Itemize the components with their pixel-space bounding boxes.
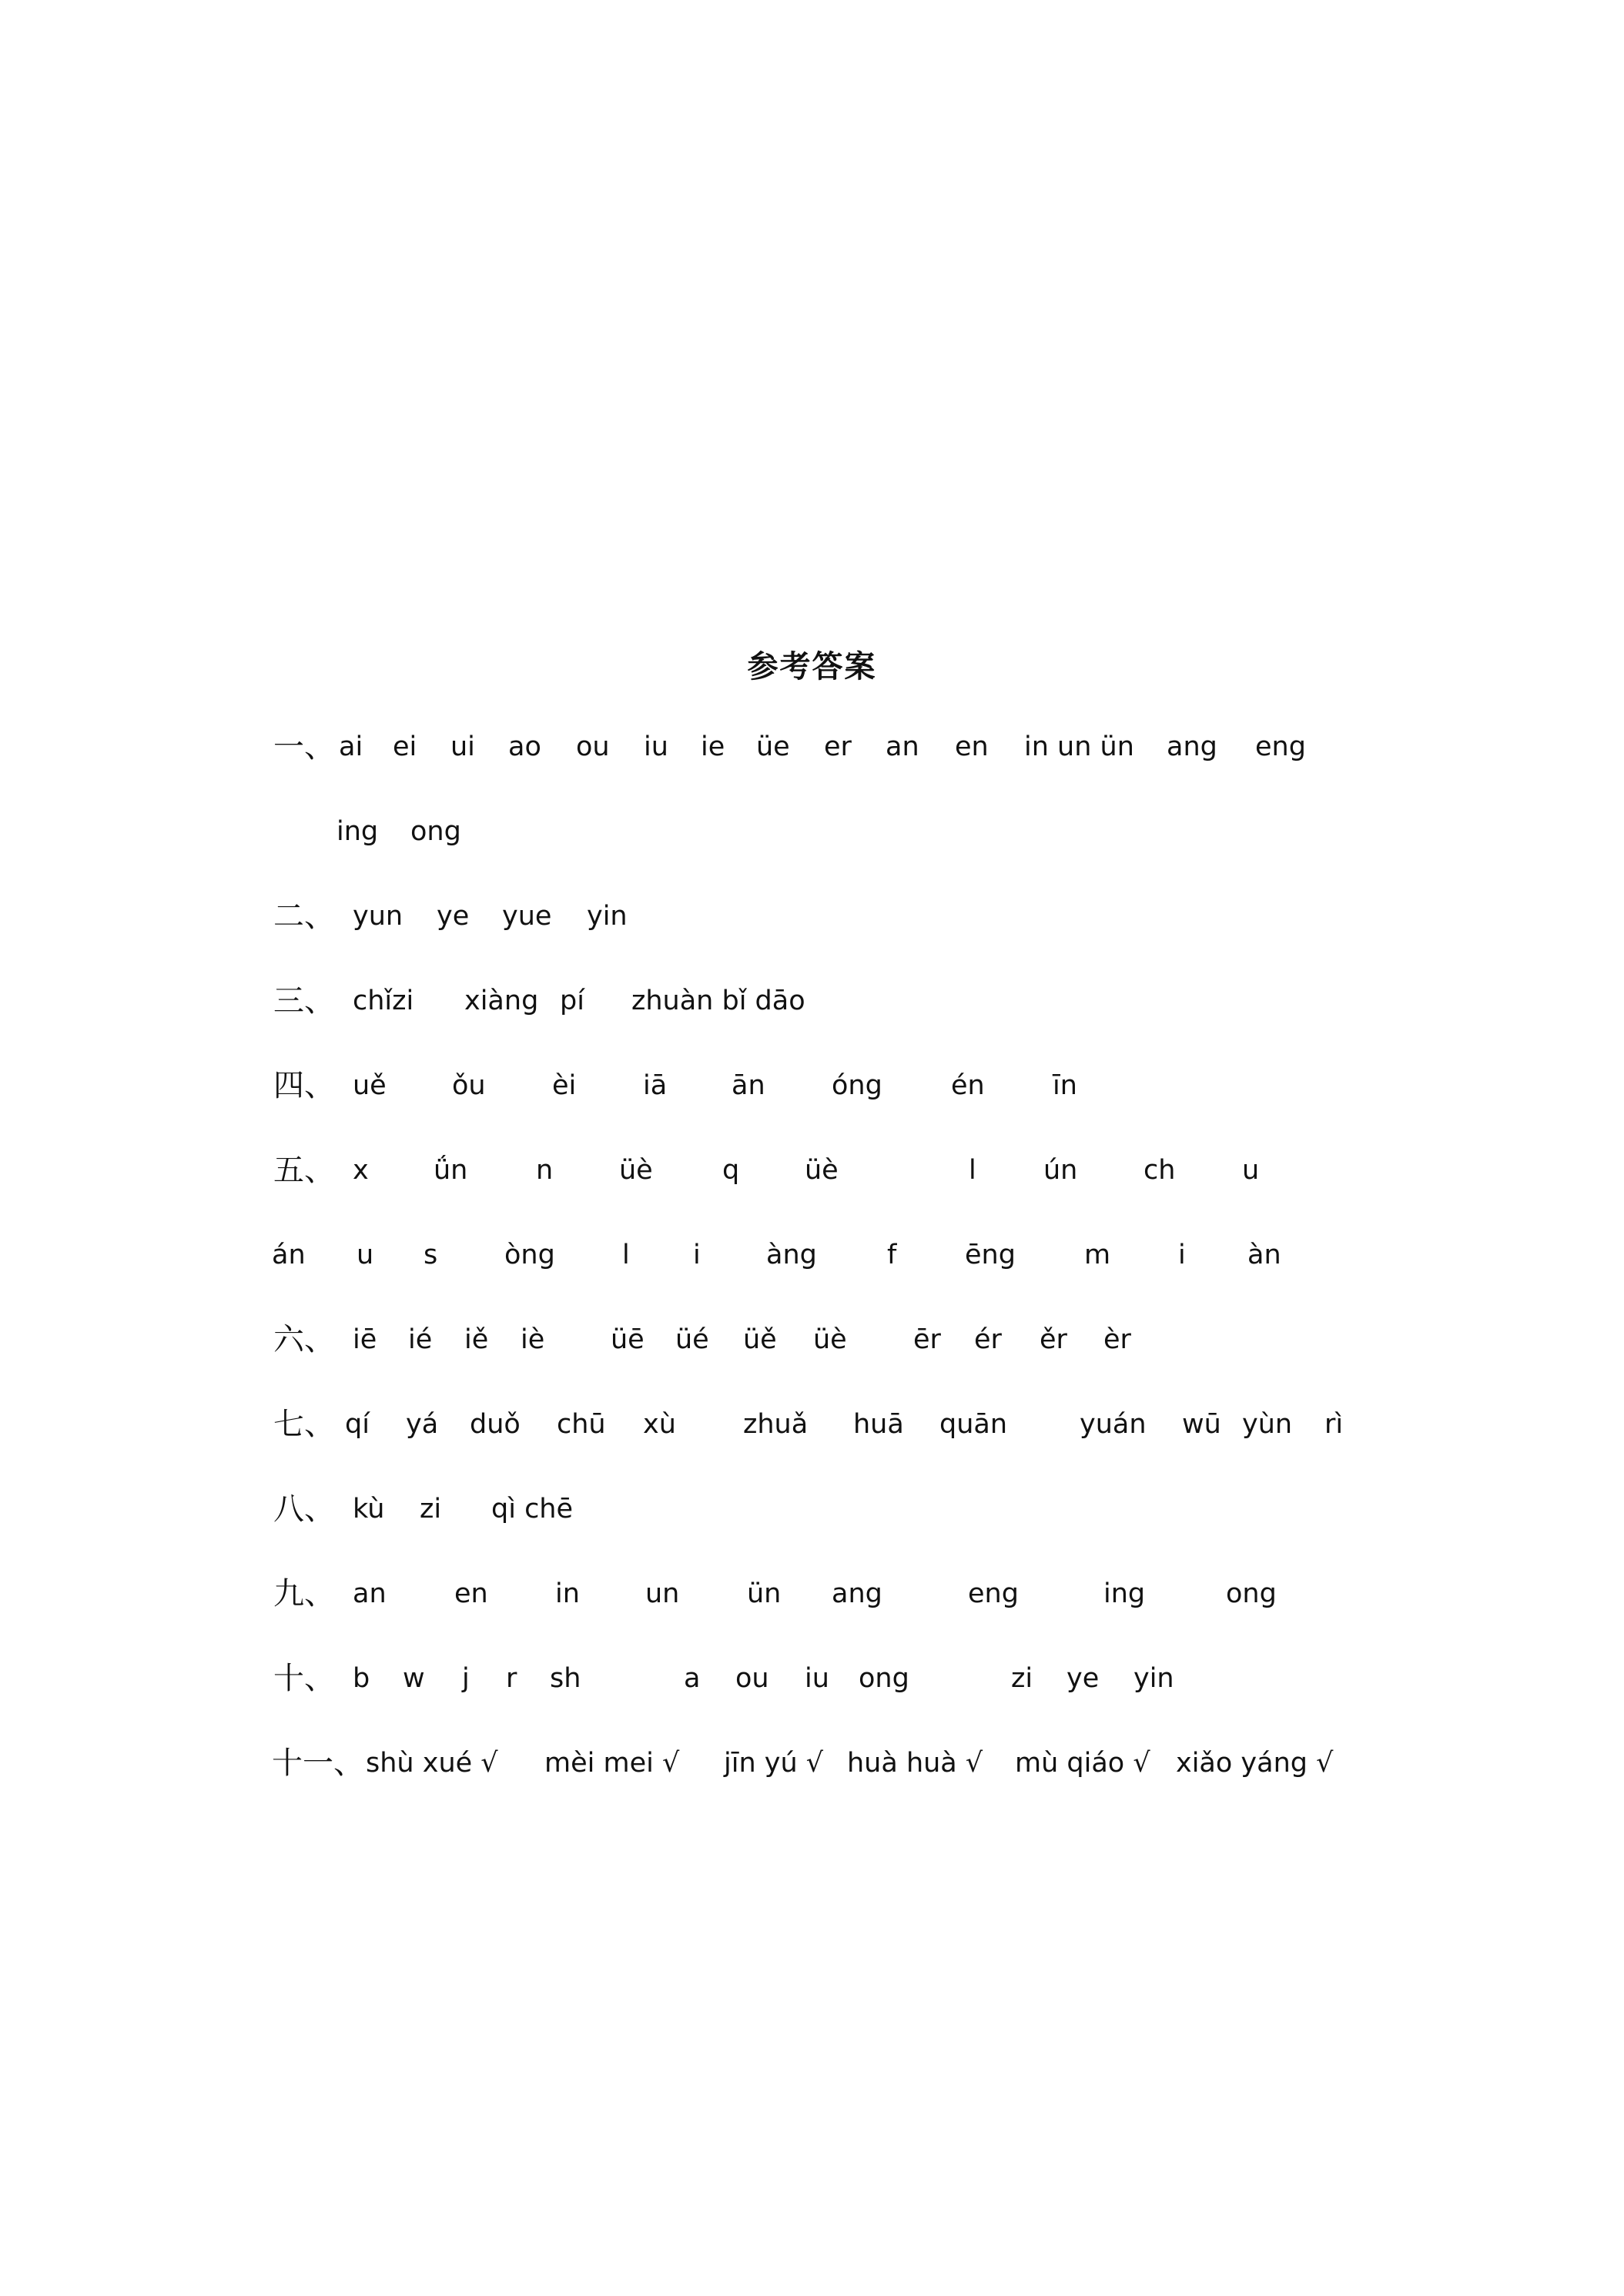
answer-token: jīn yú √ xyxy=(724,1748,824,1779)
answer-token: óng xyxy=(832,1070,882,1101)
answer-line-q6 xyxy=(0,1317,1624,1363)
answer-token: yùn xyxy=(1242,1409,1293,1440)
answer-token: án xyxy=(272,1240,306,1270)
answer-token: yue xyxy=(502,901,552,932)
answer-token: òng xyxy=(504,1240,555,1270)
answer-token: duǒ xyxy=(470,1409,521,1440)
answer-token: ao xyxy=(508,731,541,762)
answer-line-q8 xyxy=(0,1486,1624,1532)
answer-token: üè xyxy=(805,1155,839,1186)
answer-token: ǒu xyxy=(452,1070,486,1101)
question-number: 二、 xyxy=(273,899,335,934)
answer-token: j xyxy=(462,1663,470,1694)
answer-line-q4 xyxy=(0,1063,1624,1109)
answer-token: üě xyxy=(743,1324,777,1355)
answer-token: xù xyxy=(643,1409,676,1440)
question-number: 一、 xyxy=(273,729,335,765)
answer-token: n xyxy=(536,1155,554,1186)
answer-token: yun xyxy=(353,901,403,932)
answer-token: chǐzi xyxy=(353,986,414,1016)
answer-token: àng xyxy=(766,1240,817,1270)
answer-token: ye xyxy=(1066,1663,1100,1694)
answer-token: èi xyxy=(552,1070,577,1101)
answer-token: ch xyxy=(1143,1155,1176,1186)
answer-token: chū xyxy=(557,1409,606,1440)
answer-token: xiàng xyxy=(464,986,539,1016)
answer-token: ing xyxy=(1103,1578,1146,1609)
answer-token: ei xyxy=(393,731,417,762)
answer-token: zhuàn bǐ dāo xyxy=(631,986,805,1016)
answer-token: ér xyxy=(974,1324,1002,1355)
answer-token: ēr xyxy=(913,1324,941,1355)
answer-token: üē xyxy=(611,1324,645,1355)
question-number: 五、 xyxy=(273,1153,335,1188)
answer-token: er xyxy=(824,731,852,762)
question-number: 十一、 xyxy=(272,1745,364,1781)
answer-token: shù xué √ xyxy=(366,1748,498,1779)
answer-token: yá xyxy=(406,1409,439,1440)
question-number: 六、 xyxy=(273,1322,335,1357)
answer-token: pí xyxy=(560,986,584,1016)
answer-token: eng xyxy=(1255,731,1306,762)
answer-line-q10 xyxy=(0,1655,1624,1702)
answer-token: ui xyxy=(450,731,475,762)
answer-token: uě xyxy=(353,1070,387,1101)
question-number: 八、 xyxy=(273,1491,335,1527)
answer-token: zi xyxy=(420,1494,442,1525)
answer-token: ang xyxy=(832,1578,882,1609)
answer-token: īn xyxy=(1053,1070,1077,1101)
answer-token: ēng xyxy=(965,1240,1016,1270)
answer-token: ong xyxy=(410,816,461,847)
answer-token: i xyxy=(693,1240,701,1270)
answer-token: ou xyxy=(576,731,610,762)
answer-token: yin xyxy=(587,901,628,932)
answer-token: ing xyxy=(337,816,379,847)
answer-token: x xyxy=(353,1155,369,1186)
answer-token: f xyxy=(887,1240,897,1270)
answer-token: in un ün xyxy=(1024,731,1134,762)
answer-token: un xyxy=(645,1578,680,1609)
answer-token: üe xyxy=(756,731,790,762)
answer-token: s xyxy=(424,1240,438,1270)
answer-token: b xyxy=(353,1663,370,1694)
question-number: 九、 xyxy=(273,1576,335,1612)
answer-token: yin xyxy=(1133,1663,1174,1694)
answer-token: w xyxy=(403,1663,425,1694)
answer-line-q5-cont xyxy=(0,1232,1624,1278)
answer-token: zhuǎ xyxy=(743,1409,809,1440)
answer-token: a xyxy=(684,1663,701,1694)
answer-token: eng xyxy=(968,1578,1019,1609)
answer-token: q xyxy=(722,1155,740,1186)
answer-token: an xyxy=(886,731,919,762)
page-title: 参考答案 xyxy=(747,649,877,684)
answer-token: ie xyxy=(701,731,725,762)
answer-token: ān xyxy=(732,1070,765,1101)
answer-token: mèi mei √ xyxy=(544,1748,680,1779)
answer-token: iē xyxy=(353,1324,377,1355)
answer-token: üè xyxy=(619,1155,653,1186)
answer-token: rì xyxy=(1324,1409,1344,1440)
answer-token: huā xyxy=(853,1409,904,1440)
answer-token: xiǎo yáng √ xyxy=(1176,1748,1334,1779)
answer-token: quān xyxy=(939,1409,1008,1440)
answer-token: ěr xyxy=(1040,1324,1067,1355)
answer-line-q3 xyxy=(0,978,1624,1024)
answer-line-q9 xyxy=(0,1571,1624,1617)
question-number: 七、 xyxy=(273,1407,335,1442)
answer-token: èr xyxy=(1103,1324,1131,1355)
answer-token: l xyxy=(622,1240,630,1270)
answer-token: r xyxy=(506,1663,517,1694)
answer-token: ǘn xyxy=(434,1155,468,1186)
answer-token: u xyxy=(357,1240,374,1270)
answer-token: iā xyxy=(643,1070,668,1101)
answer-token: ang xyxy=(1167,731,1217,762)
answer-token: sh xyxy=(550,1663,581,1694)
question-number: 十、 xyxy=(273,1661,335,1696)
answer-token: wū xyxy=(1182,1409,1221,1440)
answer-token: qì chē xyxy=(491,1494,574,1525)
answer-line-q5 xyxy=(0,1147,1624,1193)
answer-token: ai xyxy=(339,731,363,762)
answer-token: iě xyxy=(464,1324,489,1355)
answer-token: àn xyxy=(1247,1240,1281,1270)
answer-token: ié xyxy=(408,1324,433,1355)
answer-token: üé xyxy=(675,1324,709,1355)
answer-token: ye xyxy=(437,901,470,932)
answer-token: ún xyxy=(1043,1155,1078,1186)
answer-line-q1 xyxy=(0,724,1624,770)
answer-token: i xyxy=(1178,1240,1186,1270)
answer-token: mù qiáo √ xyxy=(1015,1748,1150,1779)
answer-token: ong xyxy=(859,1663,909,1694)
answer-token: ou xyxy=(735,1663,769,1694)
answer-token: ün xyxy=(747,1578,782,1609)
answer-token: ong xyxy=(1226,1578,1277,1609)
answer-token: yuán xyxy=(1080,1409,1147,1440)
answer-token: qí xyxy=(345,1409,370,1440)
answer-line-q7 xyxy=(0,1401,1624,1448)
answer-token: l xyxy=(969,1155,976,1186)
answer-line-q1-cont xyxy=(0,808,1624,855)
answer-token: üè xyxy=(813,1324,847,1355)
question-number: 四、 xyxy=(273,1068,335,1103)
answer-token: iu xyxy=(644,731,668,762)
answer-token: u xyxy=(1242,1155,1260,1186)
answer-token: an xyxy=(353,1578,387,1609)
answer-token: iè xyxy=(521,1324,545,1355)
answer-line-q2 xyxy=(0,893,1624,939)
answer-token: iu xyxy=(805,1663,829,1694)
answer-token: m xyxy=(1084,1240,1111,1270)
answer-token: kù xyxy=(353,1494,385,1525)
answer-token: en xyxy=(454,1578,488,1609)
answer-token: én xyxy=(951,1070,985,1101)
answer-token: huà huà √ xyxy=(847,1748,983,1779)
question-number: 三、 xyxy=(273,983,335,1019)
answer-token: in xyxy=(555,1578,580,1609)
answer-token: en xyxy=(955,731,989,762)
answer-line-q11 xyxy=(0,1740,1624,1786)
answer-token: zi xyxy=(1011,1663,1033,1694)
